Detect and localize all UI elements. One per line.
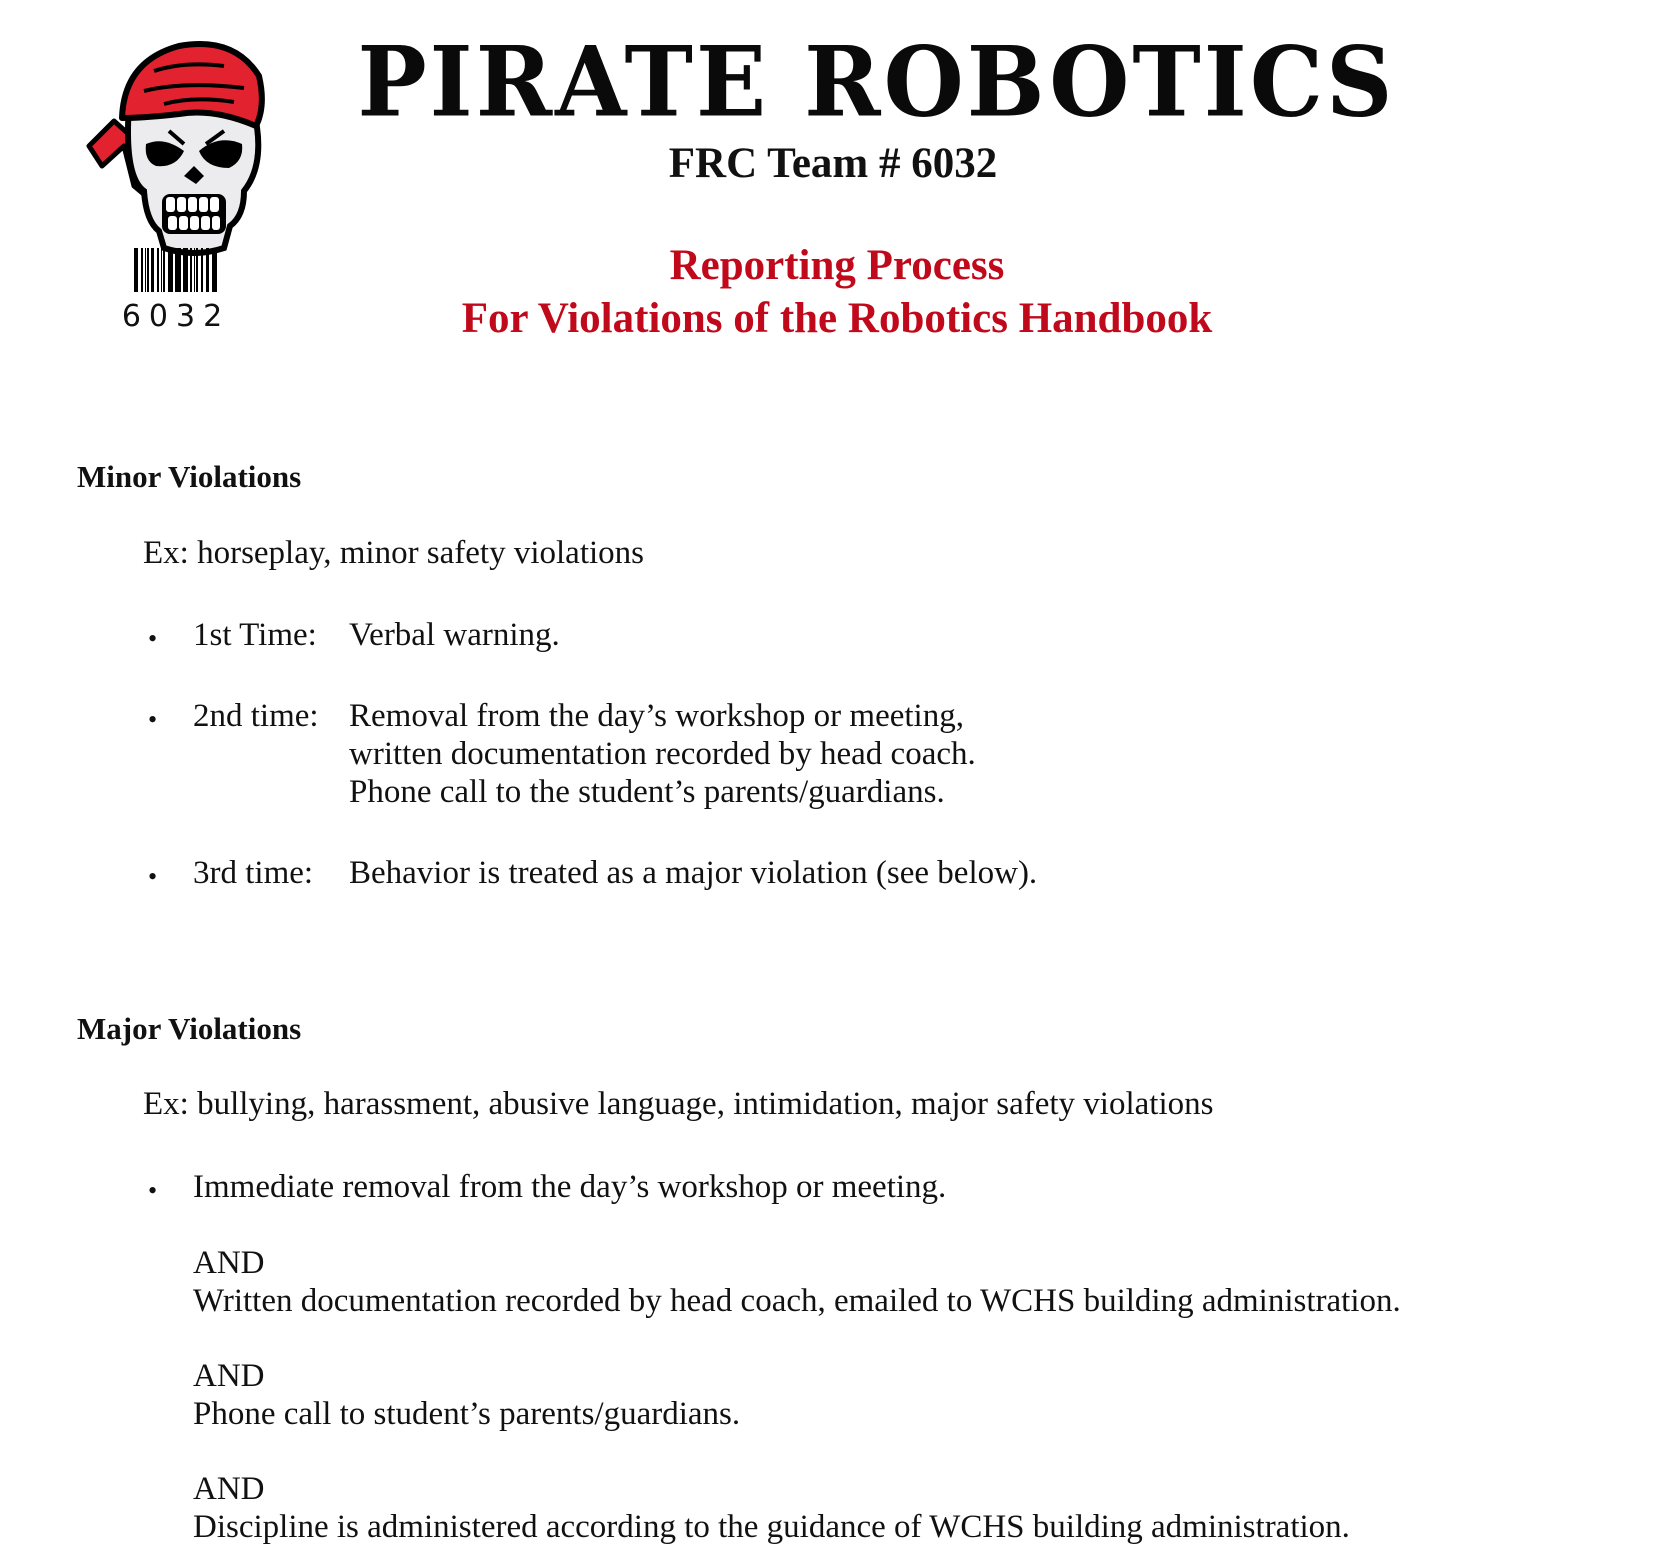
barcode-number: 6032: [121, 299, 231, 334]
bullet-icon: •: [148, 1176, 158, 1205]
minor-item-2-line-1: Removal from the day’s workshop or meeting,: [349, 698, 964, 734]
bullet-icon: •: [148, 624, 158, 653]
major-violations-heading: Major Violations: [77, 1011, 302, 1046]
title-text: PIRATE ROBOTICS: [357, 25, 1396, 139]
minor-item-2-label: 2nd time:: [193, 698, 319, 734]
major-step-1-text: Written documentation recorded by head coach, emailed to WCHS building administration.: [193, 1283, 1401, 1319]
heading-line-1: [0, 244, 1658, 287]
team-line-text: FRC Team # 6032: [668, 140, 998, 187]
major-step-2-conj: AND: [193, 1358, 265, 1394]
major-step-3-text: Discipline is administered according to the guidance of WCHS building administration.: [193, 1509, 1350, 1545]
bullet-icon: •: [148, 862, 158, 891]
minor-item-3-label: 3rd time:: [193, 855, 314, 891]
major-bullet-text: Immediate removal from the day’s workshop or meeting.: [193, 1169, 947, 1205]
minor-example: Ex: horseplay, minor safety violations: [143, 535, 645, 571]
minor-item-3-text: Behavior is treated as a major violation (see below).: [349, 855, 1038, 891]
minor-item-1-label: 1st Time:: [193, 617, 317, 653]
heading-line-1-text: Reporting Process: [669, 242, 1005, 289]
minor-item-1-text: Verbal warning.: [349, 617, 560, 653]
minor-violations-heading: Minor Violations: [77, 459, 302, 494]
major-step-3-conj: AND: [193, 1471, 265, 1507]
bullet-icon: •: [148, 705, 158, 734]
major-example: Ex: bullying, harassment, abusive language, intimidation, major safety violations: [143, 1086, 1214, 1122]
heading-line-2: [0, 297, 1658, 340]
minor-item-2-line-3: Phone call to the student’s parents/guardians.: [349, 774, 945, 810]
major-step-2-text: Phone call to student’s parents/guardians.: [193, 1396, 741, 1432]
page-title: [0, 25, 1658, 139]
heading-line-2-text: For Violations of the Robotics Handbook: [461, 295, 1213, 342]
team-number-line: [0, 142, 1658, 185]
major-step-1-conj: AND: [193, 1245, 265, 1281]
minor-item-2-line-2: written documentation recorded by head coach.: [349, 736, 976, 772]
